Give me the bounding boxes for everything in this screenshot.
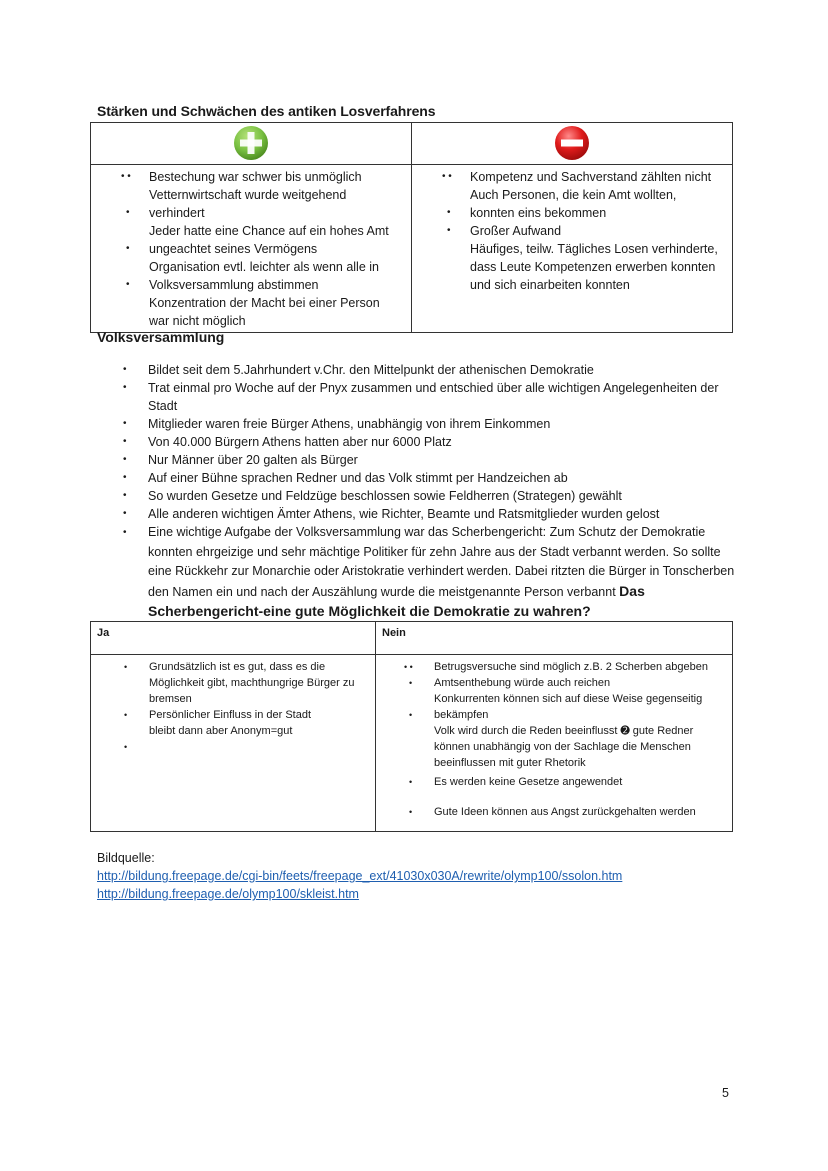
no-line: • • Betrugsversuche sind möglich z.B. 2 Scherben abgeben xyxy=(404,661,708,673)
con-list-cell xyxy=(412,165,733,333)
pro-line: war nicht möglich xyxy=(149,314,246,328)
con-line: und sich einarbeiten konnten xyxy=(470,278,630,292)
con-line: • konnten eins bekommen xyxy=(447,206,607,220)
con-line: dass Leute Kompetenzen erwerben konnten xyxy=(470,260,716,274)
no-list-cell xyxy=(376,655,733,832)
pros-cons-table xyxy=(90,122,733,333)
pro-list-cell xyxy=(91,165,412,333)
no-line: • bekämpfen xyxy=(409,709,489,721)
pro-line: Konzentration der Macht bei einer Person xyxy=(149,296,380,310)
list-item: • Bildet seit dem 5.Jahrhundert v.Chr. den Mittelpunkt der athenischen Demokratie xyxy=(123,363,594,377)
no-line: Volk wird durch die Reden beeinflusst ➋ gute Redner xyxy=(434,725,694,737)
pro-header-cell xyxy=(91,123,412,165)
con-line: Auch Personen, die kein Amt wollten, xyxy=(470,188,677,202)
source-label: Bildquelle: xyxy=(97,851,155,865)
inline-heading-start: Das xyxy=(619,582,645,599)
no-line: • Es werden keine Gesetze angewendet xyxy=(409,776,623,788)
no-line: • Amtsenthebung würde auch reichen xyxy=(409,677,611,689)
column-header-nein: Nein xyxy=(376,622,733,655)
list-item: • Eine wichtige Aufgabe der Volksversammlung war das Scherbengericht: Zum Schutz der Demokratie konnten ehrgeizige und sehr mächtige Politiker für zehn Jahre aus der Stadt verbannt werden. So sollte eine Rückkehr zur Monarchie oder Aristokratie verhindert werden. Dabei ritzten die Bürger in Tonscherben den Namen ein und nach der Auszählung wurde die meistgenannte Person verbannt Das xyxy=(123,525,735,599)
page-number: 5 xyxy=(722,1086,729,1100)
list-item: • Von 40.000 Bürgern Athens hatten aber nur 6000 Platz xyxy=(123,435,452,449)
con-line: • Großer Aufwand xyxy=(447,224,562,238)
pro-line: • verhindert xyxy=(126,206,205,220)
pro-line: • Volksversammlung abstimmen xyxy=(126,278,319,292)
yes-line: bleibt dann aber Anonym=gut xyxy=(149,725,293,737)
con-header-cell xyxy=(412,123,733,165)
scherbengericht-table xyxy=(90,621,733,832)
con-line: • • Kompetenz und Sachverstand zählten nicht xyxy=(442,170,712,184)
yes-line: • Persönlicher Einfluss in der Stadt xyxy=(124,709,312,721)
list-item: • Mitglieder waren freie Bürger Athens, unabhängig von ihrem Einkommen xyxy=(123,417,551,431)
column-header-ja: Ja xyxy=(91,622,376,655)
yes-line: Möglichkeit gibt, machthungrige Bürger zu xyxy=(149,677,355,689)
pro-line: Jeder hatte eine Chance auf ein hohes Amt xyxy=(149,224,389,238)
plus-circle-green-icon xyxy=(233,125,269,161)
section-title-volksversammlung: Volksversammlung xyxy=(97,329,225,345)
yes-list-cell xyxy=(91,655,376,832)
pro-line: • • Bestechung war schwer bis unmöglich xyxy=(121,170,362,184)
pro-line: Vetternwirtschaft wurde weitgehend xyxy=(149,188,347,202)
con-line: Häufiges, teilw. Tägliches Losen verhinderte, xyxy=(470,242,718,256)
yes-line: bremsen xyxy=(149,693,192,705)
list-item: • Alle anderen wichtigen Ämter Athens, wie Richter, Beamte und Ratsmitglieder wurden gelost xyxy=(123,507,660,521)
list-item: • Trat einmal pro Woche auf der Pnyx zusammen und entschied über alle wichtigen Angelegenheiten der Stadt xyxy=(123,381,719,413)
yes-line: • xyxy=(124,742,128,752)
source-link-ssolon[interactable]: http://bildung.freepage.de/cgi-bin/feets/freepage_ext/41030x030A/rewrite/olymp100/ssolon.htm xyxy=(97,869,623,883)
list-item: • Nur Männer über 20 galten als Bürger xyxy=(123,453,358,467)
list-item: • Auf einer Bühne sprachen Redner und das Volk stimmt per Handzeichen ab xyxy=(123,471,568,485)
no-line: beeinflussen mit guter Rhetorik xyxy=(434,757,586,769)
no-line: können unabhängig von der Sachlage die Menschen xyxy=(434,741,691,753)
no-line: Konkurrenten können sich auf diese Weise gegenseitig xyxy=(434,693,703,705)
yes-line: • Grundsätzlich ist es gut, dass es die xyxy=(124,661,326,673)
section-title-losverfahren: Stärken und Schwächen des antiken Losverfahrens xyxy=(97,103,436,119)
no-line: • Gute Ideen können aus Angst zurückgehalten werden xyxy=(409,806,696,818)
volksversammlung-list xyxy=(120,361,740,602)
no-line xyxy=(376,790,732,804)
source-link-skleist[interactable]: http://bildung.freepage.de/olymp100/skleist.htm xyxy=(97,887,359,901)
list-item: • So wurden Gesetze und Feldzüge beschlossen sowie Feldherren (Strategen) gewählt xyxy=(123,489,622,503)
question-title: Scherbengericht-eine gute Möglichkeit die Demokratie zu wahren? xyxy=(148,603,591,619)
pro-line: Organisation evtl. leichter als wenn alle in xyxy=(149,260,379,274)
minus-circle-red-icon xyxy=(554,125,590,161)
pro-line: • ungeachtet seines Vermögens xyxy=(126,242,318,256)
